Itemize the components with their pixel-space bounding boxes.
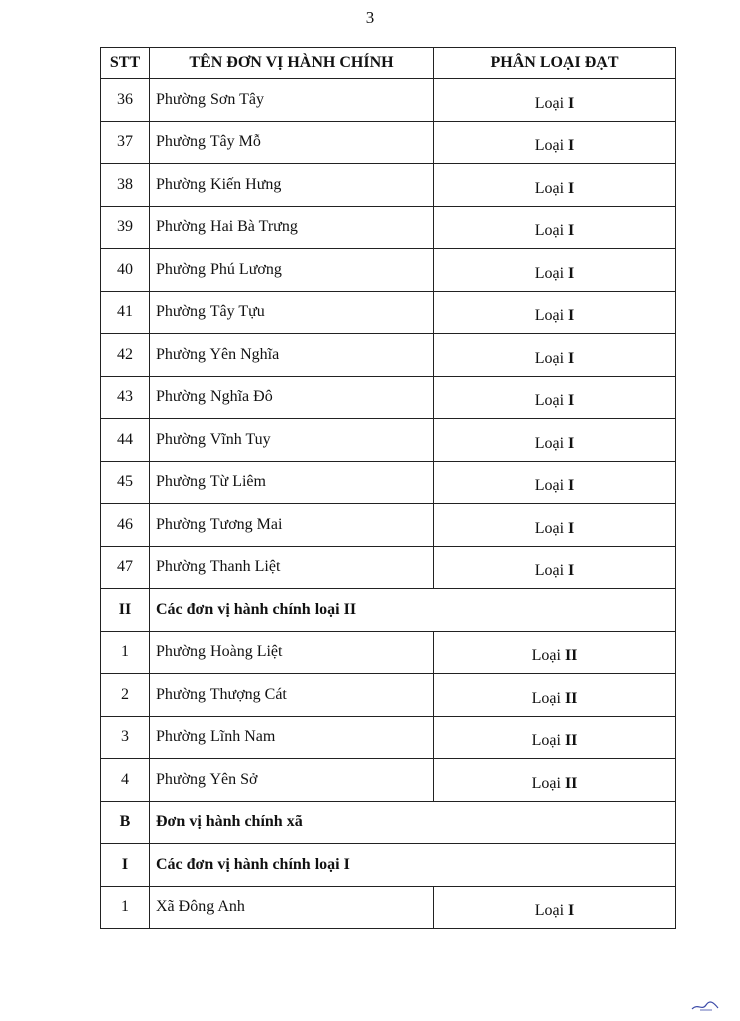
classification-value [535, 87, 575, 113]
classification-value [532, 767, 578, 793]
classification-prefix: Loại [531, 732, 561, 750]
row-classification [434, 164, 676, 207]
classification-value [535, 384, 575, 410]
section-row [101, 801, 676, 844]
table-row [101, 631, 676, 674]
classification-grade: I [568, 434, 575, 452]
row-stt: 43 [101, 376, 150, 419]
row-stt: 44 [101, 419, 150, 462]
table-row [101, 886, 676, 929]
classification-value [535, 172, 575, 198]
classification-prefix: Loại [534, 519, 565, 537]
row-unit-name: Phường Tương Mai [150, 504, 434, 547]
classification-prefix: Loại [531, 774, 561, 792]
classification-grade: I [568, 349, 575, 367]
row-stt: 45 [101, 461, 150, 504]
section-title: Các đơn vị hành chính loại II [150, 589, 676, 632]
table-row [101, 546, 676, 589]
section-title: Đơn vị hành chính xã [150, 801, 676, 844]
row-classification [434, 419, 676, 462]
row-stt: 36 [101, 79, 150, 122]
classification-prefix: Loại [534, 307, 565, 325]
section-stt: I [101, 844, 150, 887]
classification-grade: II [564, 647, 578, 665]
classification-grade: I [568, 307, 575, 325]
classification-grade: II [564, 689, 578, 707]
row-stt: 42 [101, 334, 150, 377]
row-classification [434, 716, 676, 759]
section-row [101, 589, 676, 632]
classification-grade: I [568, 562, 575, 580]
classification-grade: I [568, 179, 575, 197]
administrative-units-table [100, 47, 676, 929]
classification-grade: I [568, 137, 575, 155]
classification-prefix: Loại [534, 264, 565, 282]
classification-prefix: Loại [534, 392, 565, 410]
row-unit-name: Phường Tây Mỗ [150, 121, 434, 164]
row-unit-name: Phường Lĩnh Nam [150, 716, 434, 759]
classification-prefix: Loại [531, 647, 561, 665]
header-classification: PHÂN LOẠI ĐẠT [434, 48, 676, 79]
table-row [101, 716, 676, 759]
row-classification [434, 376, 676, 419]
row-unit-name: Phường Hoàng Liệt [150, 631, 434, 674]
table-body [101, 79, 676, 929]
row-stt: 3 [101, 716, 150, 759]
row-classification [434, 461, 676, 504]
table-row [101, 334, 676, 377]
row-unit-name: Phường Tây Tựu [150, 291, 434, 334]
classification-value [535, 214, 575, 240]
classification-prefix: Loại [534, 94, 565, 112]
table-row [101, 121, 676, 164]
classification-value [535, 554, 575, 580]
row-unit-name: Phường Phú Lương [150, 249, 434, 292]
row-unit-name: Phường Hai Bà Trưng [150, 206, 434, 249]
classification-value [532, 724, 578, 750]
classification-prefix: Loại [534, 222, 565, 240]
row-unit-name: Phường Nghĩa Đô [150, 376, 434, 419]
classification-value [535, 469, 575, 495]
row-classification [434, 334, 676, 377]
table-row [101, 291, 676, 334]
table-row [101, 504, 676, 547]
row-unit-name: Phường Thanh Liệt [150, 546, 434, 589]
classification-grade: I [568, 222, 575, 240]
classification-grade: I [568, 264, 575, 282]
row-classification [434, 674, 676, 717]
classification-value [535, 427, 575, 453]
classification-grade: II [564, 774, 578, 792]
table-row [101, 376, 676, 419]
table-row [101, 419, 676, 462]
table-header-row [101, 48, 676, 79]
row-classification [434, 249, 676, 292]
classification-value [535, 894, 575, 920]
classification-prefix: Loại [534, 434, 565, 452]
row-classification [434, 504, 676, 547]
row-classification [434, 121, 676, 164]
row-stt: 4 [101, 759, 150, 802]
header-name: TÊN ĐƠN VỊ HÀNH CHÍNH [150, 48, 434, 79]
classification-value [532, 682, 578, 708]
row-stt: 41 [101, 291, 150, 334]
classification-grade: I [568, 392, 575, 410]
row-stt: 1 [101, 631, 150, 674]
classification-grade: I [568, 519, 575, 537]
row-unit-name: Phường Vĩnh Tuy [150, 419, 434, 462]
classification-prefix: Loại [534, 902, 565, 920]
row-classification [434, 546, 676, 589]
section-row [101, 844, 676, 887]
table-row [101, 79, 676, 122]
classification-prefix: Loại [534, 179, 565, 197]
row-classification [434, 206, 676, 249]
classification-value [535, 512, 575, 538]
classification-value [535, 129, 575, 155]
section-stt: B [101, 801, 150, 844]
table-row [101, 206, 676, 249]
row-stt: 1 [101, 886, 150, 929]
row-unit-name: Phường Sơn Tây [150, 79, 434, 122]
row-classification [434, 886, 676, 929]
row-unit-name: Phường Yên Sở [150, 759, 434, 802]
section-stt: II [101, 589, 150, 632]
table-row [101, 164, 676, 207]
row-stt: 46 [101, 504, 150, 547]
row-classification [434, 759, 676, 802]
row-unit-name: Phường Kiến Hưng [150, 164, 434, 207]
table-row [101, 461, 676, 504]
row-stt: 47 [101, 546, 150, 589]
table-row [101, 759, 676, 802]
section-title: Các đơn vị hành chính loại I [150, 844, 676, 887]
row-stt: 39 [101, 206, 150, 249]
row-stt: 2 [101, 674, 150, 717]
classification-grade: II [564, 732, 578, 750]
row-classification [434, 79, 676, 122]
classification-prefix: Loại [534, 562, 565, 580]
classification-value [535, 342, 575, 368]
signature-mark-icon [690, 999, 720, 1013]
classification-prefix: Loại [531, 689, 561, 707]
header-stt: STT [101, 48, 150, 79]
classification-value [532, 639, 578, 665]
classification-grade: I [568, 477, 575, 495]
classification-value [535, 299, 575, 325]
row-unit-name: Phường Yên Nghĩa [150, 334, 434, 377]
table-row [101, 249, 676, 292]
table-row [101, 674, 676, 717]
classification-grade: I [568, 94, 575, 112]
row-unit-name: Xã Đông Anh [150, 886, 434, 929]
row-unit-name: Phường Từ Liêm [150, 461, 434, 504]
classification-prefix: Loại [534, 349, 565, 367]
classification-grade: I [568, 902, 575, 920]
classification-value [535, 257, 575, 283]
row-classification [434, 291, 676, 334]
classification-prefix: Loại [534, 477, 565, 495]
page-number: 3 [365, 8, 375, 27]
row-stt: 40 [101, 249, 150, 292]
row-classification [434, 631, 676, 674]
row-stt: 38 [101, 164, 150, 207]
row-stt: 37 [101, 121, 150, 164]
classification-prefix: Loại [534, 137, 565, 155]
row-unit-name: Phường Thượng Cát [150, 674, 434, 717]
